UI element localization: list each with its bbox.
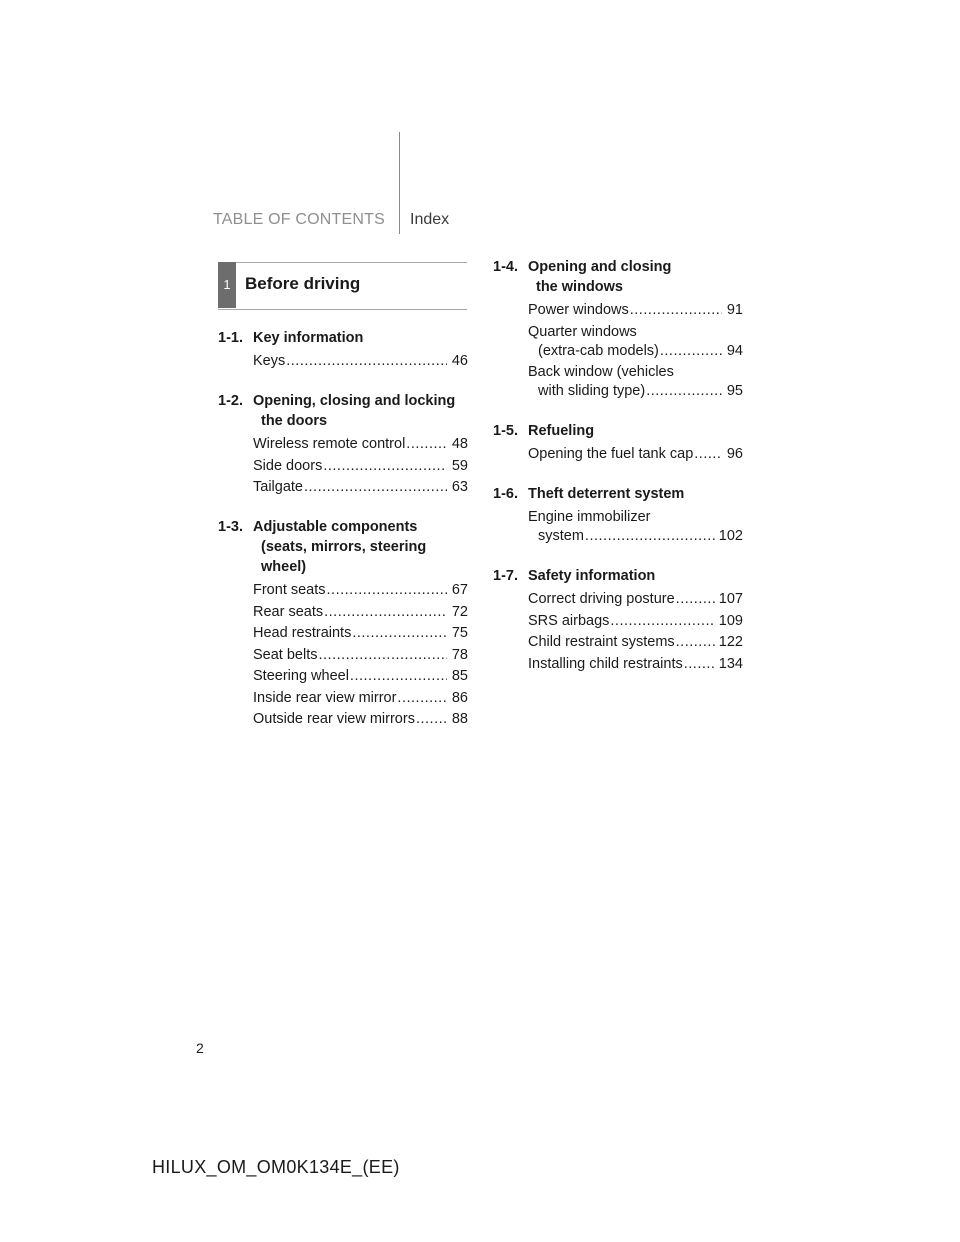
section-number: 1-1. bbox=[218, 330, 243, 346]
section-title-line: (seats, mirrors, steering bbox=[261, 539, 427, 555]
entry-page-number: 94 bbox=[726, 342, 743, 359]
entry-name: Head restraints bbox=[253, 625, 352, 641]
nav-divider bbox=[399, 132, 400, 234]
section-title-line: the doors bbox=[261, 413, 328, 429]
toc-section bbox=[493, 484, 743, 546]
toc-entry[interactable] bbox=[218, 352, 468, 371]
toc-entry[interactable] bbox=[493, 508, 743, 546]
entry-page-number: 75 bbox=[451, 625, 468, 641]
section-number: 1-3. bbox=[218, 519, 243, 535]
section-entries bbox=[493, 301, 743, 401]
entry-name: Installing child restraints bbox=[528, 655, 683, 672]
dot-leader bbox=[676, 633, 716, 652]
toc-entry[interactable] bbox=[218, 689, 468, 708]
entry-name: Seat belts bbox=[253, 646, 318, 663]
dot-leader bbox=[304, 478, 447, 497]
entry-page-number: 95 bbox=[726, 383, 743, 399]
chapter-title: Before driving bbox=[245, 274, 361, 293]
toc-entry[interactable] bbox=[493, 612, 743, 631]
dot-leader bbox=[352, 624, 447, 643]
entry-page-number: 67 bbox=[451, 582, 468, 598]
toc-section bbox=[218, 517, 468, 729]
dot-leader bbox=[585, 527, 716, 546]
dot-leader bbox=[323, 457, 447, 476]
dot-leader bbox=[694, 445, 722, 464]
entry-page-number: 134 bbox=[718, 655, 743, 672]
section-entries bbox=[218, 352, 468, 371]
toc-section bbox=[493, 421, 743, 464]
entry-page-number: 46 bbox=[451, 353, 468, 369]
dot-leader bbox=[630, 301, 722, 320]
section-title-line: Opening, closing and locking bbox=[253, 393, 456, 409]
section-entries bbox=[493, 590, 743, 674]
entry-name: Inside rear view mirror bbox=[253, 689, 397, 706]
toc-entry[interactable] bbox=[493, 363, 743, 401]
section-entries bbox=[493, 445, 743, 464]
page-number: 2 bbox=[196, 1040, 204, 1056]
entry-name: Power windows bbox=[528, 302, 629, 318]
entry-name-continued: (extra-cab models) bbox=[538, 342, 659, 359]
entry-page-number: 48 bbox=[451, 436, 468, 452]
toc-entry[interactable] bbox=[493, 633, 743, 652]
section-title-line: Key information bbox=[253, 330, 364, 346]
section-heading[interactable] bbox=[493, 421, 743, 441]
entry-page-number: 122 bbox=[718, 634, 743, 650]
chapter-number-tab: 1 bbox=[218, 262, 236, 308]
entry-page-number: 78 bbox=[451, 646, 468, 663]
entry-name: Wireless remote control bbox=[253, 436, 406, 452]
section-heading[interactable] bbox=[493, 566, 743, 586]
entry-name: Opening the fuel tank cap bbox=[528, 446, 694, 462]
entry-page-number: 59 bbox=[451, 457, 468, 474]
entry-name: Correct driving posture bbox=[528, 591, 675, 607]
toc-entry[interactable] bbox=[218, 478, 468, 497]
entry-page-number: 63 bbox=[451, 479, 468, 495]
toc-entry[interactable] bbox=[218, 603, 468, 622]
entry-name: Rear seats bbox=[253, 603, 324, 620]
toc-entry[interactable] bbox=[218, 710, 468, 729]
entry-page-number: 96 bbox=[726, 446, 743, 462]
entry-page-number: 102 bbox=[718, 528, 743, 544]
section-number: 1-2. bbox=[218, 393, 243, 409]
toc-entry[interactable] bbox=[493, 655, 743, 674]
entry-name: Child restraint systems bbox=[528, 634, 675, 650]
toc-entry[interactable] bbox=[218, 624, 468, 643]
entry-name: Outside rear view mirrors bbox=[253, 711, 415, 727]
entry-page-number: 91 bbox=[726, 302, 743, 318]
toc-entry[interactable] bbox=[218, 646, 468, 665]
section-number: 1-6. bbox=[493, 486, 518, 502]
entry-name: Front seats bbox=[253, 582, 326, 598]
section-title-line: Refueling bbox=[528, 423, 595, 439]
entry-name: Quarter windows bbox=[528, 323, 637, 340]
section-number: 1-4. bbox=[493, 259, 518, 275]
document-code: HILUX_OM_OM0K134E_(EE) bbox=[152, 1157, 400, 1177]
dot-leader bbox=[660, 342, 722, 361]
section-title-line: the windows bbox=[536, 279, 623, 295]
section-title-line: Theft deterrent system bbox=[528, 486, 685, 502]
section-heading[interactable] bbox=[218, 391, 468, 431]
section-title-line: Adjustable components bbox=[253, 519, 418, 535]
dot-leader bbox=[416, 710, 447, 729]
toc-entry[interactable] bbox=[493, 323, 743, 361]
section-entries bbox=[218, 581, 468, 729]
toc-entry[interactable] bbox=[218, 667, 468, 686]
dot-leader bbox=[397, 689, 447, 708]
dot-leader bbox=[350, 667, 447, 686]
section-heading[interactable] bbox=[218, 328, 468, 348]
entry-page-number: 86 bbox=[451, 689, 468, 706]
section-entries bbox=[493, 508, 743, 546]
toc-section bbox=[493, 257, 743, 401]
section-entries bbox=[218, 435, 468, 497]
toc-section bbox=[493, 566, 743, 674]
entry-page-number: 88 bbox=[451, 711, 468, 727]
dot-leader bbox=[610, 612, 715, 631]
entry-name: Engine immobilizer bbox=[528, 509, 651, 525]
dot-leader bbox=[327, 581, 447, 600]
dot-leader bbox=[319, 646, 448, 665]
toc-entry[interactable] bbox=[493, 301, 743, 320]
toc-right-column bbox=[493, 257, 743, 694]
toc-left-column bbox=[218, 328, 468, 749]
entry-page-number: 72 bbox=[451, 603, 468, 620]
entry-name-continued: system bbox=[538, 528, 584, 544]
section-number: 1-5. bbox=[493, 423, 518, 439]
entry-name: Steering wheel bbox=[253, 668, 349, 684]
toc-entry[interactable] bbox=[493, 445, 743, 464]
toc-entry[interactable] bbox=[218, 457, 468, 476]
entry-page-number: 107 bbox=[718, 591, 743, 607]
entry-page-number: 85 bbox=[451, 668, 468, 684]
toc-section bbox=[218, 391, 468, 497]
dot-leader bbox=[406, 435, 447, 454]
entry-name-continued: with sliding type) bbox=[538, 383, 646, 399]
toc-entry[interactable] bbox=[218, 435, 468, 454]
entry-name: Back window (vehicles bbox=[528, 364, 674, 380]
entry-page-number: 109 bbox=[718, 612, 743, 629]
section-heading[interactable] bbox=[493, 484, 743, 504]
table-of-contents-link[interactable]: TABLE OF CONTENTS bbox=[212, 211, 385, 228]
toc-entry[interactable] bbox=[493, 590, 743, 609]
section-number: 1-7. bbox=[493, 568, 518, 584]
entry-name: Keys bbox=[253, 353, 286, 369]
section-title-line: Safety information bbox=[528, 568, 656, 584]
dot-leader bbox=[684, 655, 716, 674]
section-heading[interactable] bbox=[218, 517, 468, 577]
section-heading[interactable] bbox=[493, 257, 743, 297]
dot-leader bbox=[324, 603, 447, 622]
toc-entry[interactable] bbox=[218, 581, 468, 600]
entry-name: Side doors bbox=[253, 457, 323, 474]
dot-leader bbox=[676, 590, 716, 609]
dot-leader bbox=[286, 352, 447, 371]
toc-section bbox=[218, 328, 468, 371]
entry-name: SRS airbags bbox=[528, 612, 610, 629]
dot-leader bbox=[646, 382, 722, 401]
index-link[interactable]: Index bbox=[410, 211, 450, 228]
section-title-line: wheel) bbox=[261, 559, 307, 575]
section-title-line: Opening and closing bbox=[528, 259, 672, 275]
entry-name: Tailgate bbox=[253, 479, 303, 495]
